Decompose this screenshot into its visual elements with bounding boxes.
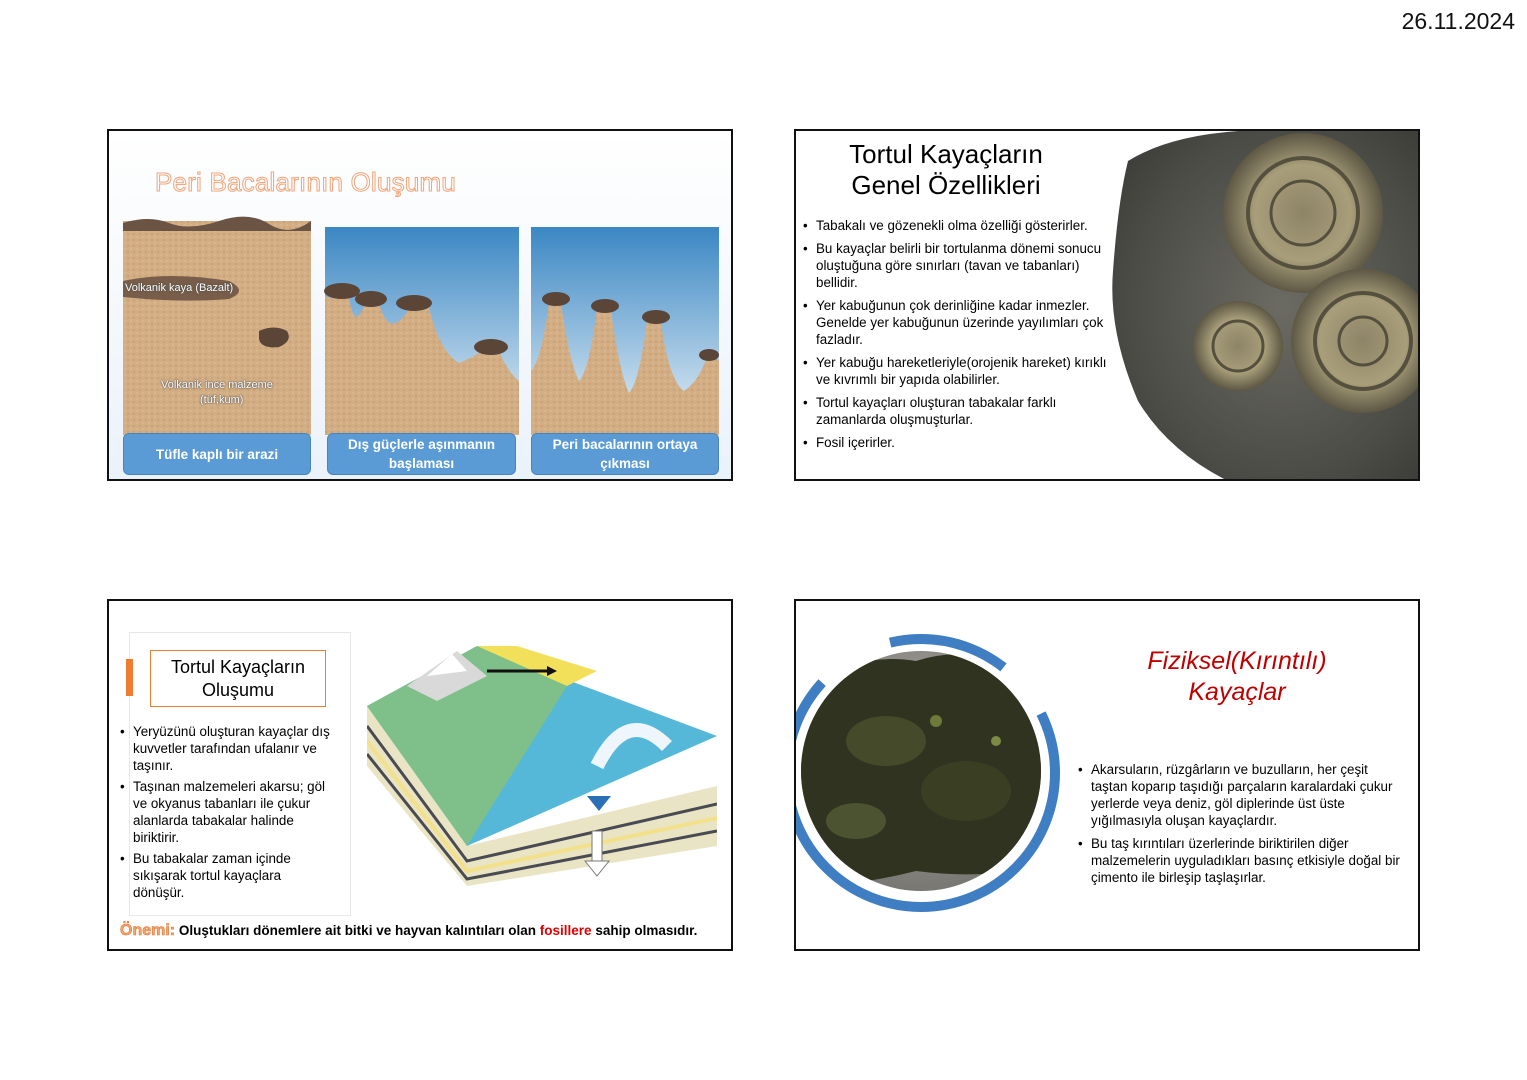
slide-title (1106, 646, 1368, 708)
slide-fiziksel-kayaclar (794, 599, 1420, 951)
caption-stage-2: Dış güçlerle aşınmanın başlaması (327, 433, 516, 475)
importance-note (120, 922, 697, 940)
slide-tortul-ozellikler (794, 129, 1420, 481)
page-date: 26.11.2024 (1401, 8, 1515, 34)
slide-title (816, 139, 1076, 201)
label-basalt: Volkanik kaya (Bazalt) (125, 282, 234, 294)
ammonite-fossil-image (1108, 131, 1420, 481)
list-item: • Tabakalı ve gözenekli olma özelliği gösterirler. (803, 217, 1108, 234)
slide-peri-bacalari (107, 129, 733, 481)
note-text: Oluştukları dönemlere ait bitki ve hayvan kalıntıları olan (178, 923, 537, 938)
title-line-2: Oluşumu (201, 679, 275, 700)
definition-list (1078, 761, 1408, 892)
label-tuff: (tüf,kum) (200, 394, 244, 406)
list-item: • Akarsuların, rüzgârların ve buzulların, her çeşit taştan koparıp taşıdığı parçaların karalardaki çukur yerlerde veya deniz, göl diplerinde üst üste yığılmasıyla oluşan kayaçlardır. (1078, 761, 1408, 829)
note-label: Önemi: (120, 922, 176, 939)
list-item: • Fosil içerirler. (803, 434, 1108, 451)
sediment-block-diagram (367, 646, 717, 886)
slide-title: Peri Bacalarının Oluşumu (155, 167, 457, 197)
accent-bar (126, 659, 133, 696)
list-item: • Bu tabakalar zaman içinde sıkışarak tortul kayaçlara dönüşür. (120, 850, 330, 901)
process-list (120, 723, 330, 905)
panel-erosion-start (324, 227, 519, 435)
title-line-2: Genel Özellikleri (851, 170, 1041, 200)
list-item: • Taşınan malzemeleri akarsu; göl ve okyanus tabanları ile çukur alanlarda tabakalar halinde biriktirir. (120, 778, 330, 846)
list-item: • Yer kabuğu hareketleriyle(orojenik hareket) kırıklı ve kıvrımlı bir yapıda olabilirler. (803, 354, 1108, 388)
list-item: • Bu kayaçlar belirli bir tortulanma dönemi sonucu oluştuğuna göre sınırları (tavan ve tabanları) bellidir. (803, 240, 1108, 291)
note-highlight: fosillere (539, 923, 592, 938)
caption-stage-1: Tüfle kaplı bir arazi (123, 433, 311, 475)
list-item: • Yeryüzünü oluşturan kayaçlar dış kuvvetler tarafından ufalanır ve taşınır. (120, 723, 330, 774)
list-item: • Tortul kayaçları oluşturan tabakalar farklı zamanlarda oluşmuşturlar. (803, 394, 1108, 428)
title-line-1: Tortul Kayaçların (849, 139, 1043, 169)
list-item: • Bu taş kırıntıları üzerlerinde biriktirilen diğer malzemelerin uyguladıkları basınç etkisiyle doğal bir çimento ile birleşip taşlaşırlar. (1078, 835, 1408, 886)
label-fine-material: Volkanik ince malzeme (161, 379, 273, 391)
clastic-rock-image (796, 621, 1071, 921)
title-line-1: Fiziksel(Kırıntılı) (1147, 647, 1327, 675)
caption-stage-3: Peri bacalarının ortaya çıkması (531, 433, 719, 475)
panel-chimneys-form (531, 227, 719, 435)
slide-title (150, 650, 326, 707)
title-line-2: Kayaçlar (1188, 678, 1286, 706)
note-text-end: sahip olmasıdır. (595, 923, 698, 938)
list-item: • Yer kabuğunun çok derinliğine kadar inmezler. Genelde yer kabuğunun üzerinde yayılımları çok fazladır. (803, 297, 1108, 348)
feature-list (803, 217, 1108, 457)
title-line-1: Tortul Kayaçların (170, 656, 306, 677)
slide-tortul-olusum (107, 599, 733, 951)
